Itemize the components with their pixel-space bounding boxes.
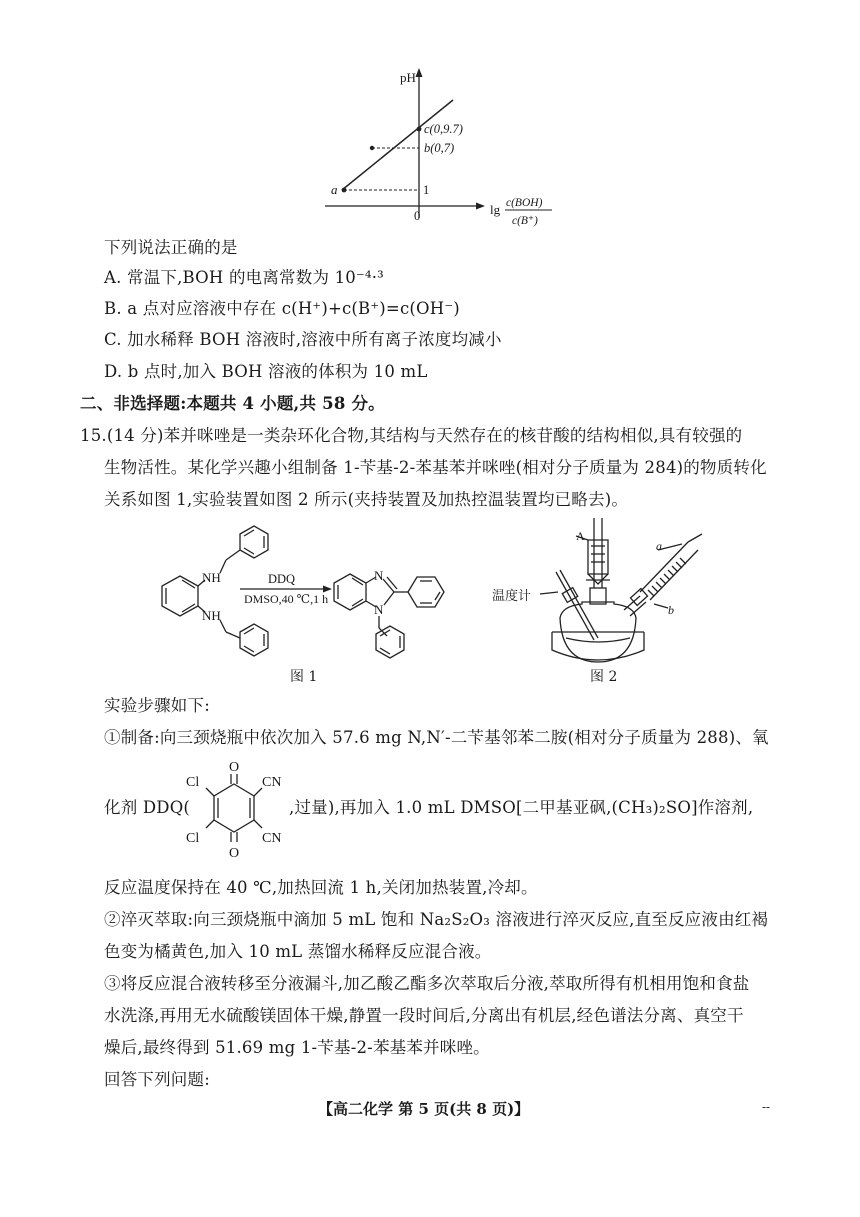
y-axis-label: pH	[400, 70, 416, 85]
ddq-cl-top: Cl	[186, 775, 200, 790]
x-axis-arrow	[476, 203, 485, 210]
question-prompt: 下列说法正确的是	[104, 238, 238, 257]
step3-line-2: 水洗涤,再用无水硫酸镁固体干燥,静置一段时间后,分离出有机层,经色谱法分离、真空干	[104, 1006, 744, 1025]
option-d: D. b 点时,加入 BOH 溶液的体积为 10 mL	[104, 362, 428, 381]
y-axis-arrow	[416, 68, 423, 77]
option-a: A. 常温下,BOH 的电离常数为 10⁻⁴·³	[104, 268, 384, 287]
corner-mark: --	[762, 1100, 771, 1114]
q15-intro-line-1: 15.(14 分)苯并咪唑是一类杂环化合物,其结构与天然存在的核苷酸的结构相似,具有较强的	[80, 426, 743, 445]
step3-line-3: 燥后,最终得到 51.69 mg 1-苄基-2-苯基苯并咪唑。	[104, 1038, 490, 1057]
nh-bottom: NH	[202, 608, 221, 623]
figure-1-reaction	[150, 520, 470, 665]
step2-line-1: ②淬灭萃取:向三颈烧瓶中滴加 5 mL 饱和 Na₂S₂O₃ 溶液进行淬灭反应,直至反应液由红褐	[104, 910, 769, 929]
point-b-mark	[370, 146, 374, 150]
x-axis-numerator: c(BOH)	[506, 197, 543, 209]
step1-suffix: ,过量),再加入 1.0 mL DMSO[二甲基亚砜,(CH₃)₂SO]作溶剂,	[289, 798, 754, 817]
ddq-cn-bottom: CN	[262, 831, 282, 846]
page-footer: 【高二化学 第 5 页(共 8 页)】	[318, 1100, 530, 1118]
heating-bath	[552, 632, 644, 660]
section-header: 二、非选择题:本题共 4 小题,共 58 分。	[80, 394, 385, 413]
label-A: A	[576, 529, 585, 543]
reagent-bottom: DMSO,40 ℃,1 h	[244, 592, 329, 606]
figure-1-caption: 图 1	[290, 669, 318, 685]
figure-2-apparatus	[490, 510, 710, 670]
origin-label: 0	[414, 209, 421, 223]
left-stopper	[562, 588, 577, 603]
point-b-label: b(0,7)	[424, 141, 455, 155]
n-bottom: N	[374, 602, 384, 617]
sm-benzene-ring	[162, 576, 198, 616]
thermometer-label: 温度计	[492, 588, 532, 603]
ddq-o-bottom: O	[229, 846, 240, 861]
label-a: a	[656, 539, 662, 553]
step2-line-2: 色变为橘黄色,加入 10 mL 蒸馏水稀释反应混合液。	[104, 942, 492, 961]
ddq-cl-bottom: Cl	[186, 831, 200, 846]
point-a-label: a	[331, 182, 338, 197]
step1-line-3: 反应温度保持在 40 ℃,加热回流 1 h,关闭加热装置,冷却。	[104, 878, 538, 897]
flask-liquid	[566, 638, 630, 642]
ddq-structure	[178, 758, 298, 862]
point-c	[417, 127, 422, 132]
ddq-cn-top: CN	[262, 775, 282, 790]
answer-prompt: 回答下列问题:	[104, 1070, 210, 1089]
steps-header: 实验步骤如下:	[104, 696, 210, 715]
figure-2-caption: 图 2	[590, 669, 618, 685]
y-tick-label: 1	[423, 183, 430, 197]
q15-intro-line-2: 生物活性。某化学兴趣小组制备 1-苄基-2-苯基苯并咪唑(相对分子质量为 284)的物质转化	[104, 458, 767, 477]
product-benzo-ring	[334, 574, 366, 610]
point-c-label: c(0,9.7)	[424, 122, 463, 136]
q15-intro-line-3: 关系如图 1,实验装置如图 2 所示(夹持装置及加热控温装置均已略去)。	[104, 490, 629, 509]
step3-line-1: ③将反应混合液转移至分液漏斗,加乙酸乙酯多次萃取后分液,萃取所得有机相用饱和食盐	[104, 974, 750, 993]
nh-top: NH	[202, 570, 221, 585]
reagent-top: DDQ	[268, 572, 296, 586]
option-c: C. 加水稀释 BOH 溶液时,溶液中所有离子浓度均减小	[104, 330, 502, 349]
ph-graph	[320, 60, 570, 235]
step1-prefix: 化剂 DDQ(	[104, 798, 191, 817]
ddq-o-top: O	[229, 760, 240, 775]
x-axis-label-prefix: lg	[490, 202, 501, 217]
point-a	[342, 188, 347, 193]
label-b: b	[668, 603, 674, 617]
step1-line-1: ①制备:向三颈烧瓶中依次加入 57.6 mg N,N′-二苄基邻苯二胺(相对分子质量为 288)、氧	[104, 728, 769, 747]
x-axis-denominator: c(B⁺)	[512, 215, 538, 227]
ddq-ring	[214, 784, 254, 832]
n-top: N	[374, 568, 384, 583]
option-b: B. a 点对应溶液中存在 c(H⁺)+c(B⁺)=c(OH⁻)	[104, 299, 460, 318]
